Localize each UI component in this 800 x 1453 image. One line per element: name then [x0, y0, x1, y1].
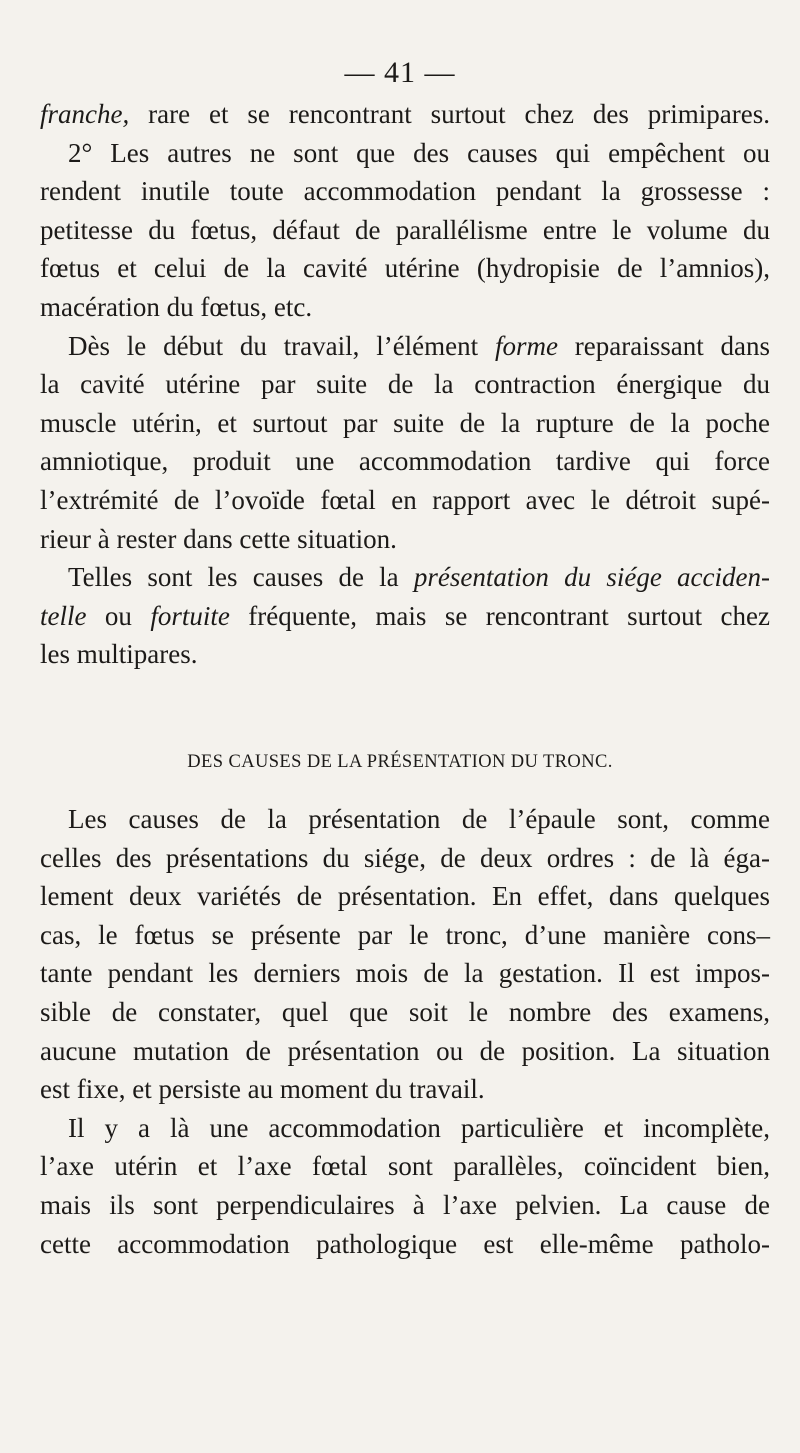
text-line: macération du fœtus, etc. [40, 291, 313, 322]
text-line: cette accommodation pathologique est elle-même patholo- [40, 1228, 770, 1259]
italic-text: franche, [40, 99, 130, 129]
italic-text: telle [40, 600, 87, 631]
text-line: franche, rare et se rencontrant surtout chez des primipares. [40, 99, 770, 129]
text-line: la cavité utérine par suite de la contraction énergique du [40, 369, 770, 400]
text-line: amniotique, produit une accommodation tardive qui force [40, 446, 770, 477]
text-line: est fixe, et persiste au moment du travail. [40, 1074, 485, 1105]
text-line: lement deux variétés de présentation. En effet, dans quelques [40, 881, 770, 912]
text-section-2 [40, 800, 770, 1263]
text-line: aucune mutation de présentation ou de position. La situation [40, 1035, 770, 1066]
text-line: rendent inutile toute accommodation pendant la grossesse : [40, 176, 770, 207]
text-line: petitesse du fœtus, défaut de parallélisme entre le volume du [40, 214, 770, 245]
text-line: 2° Les autres ne sont que des causes qui empêchent ou [68, 137, 770, 168]
text-line: telle ou fortuite fréquente, mais se rencontrant surtout chez [40, 600, 771, 631]
text-line: l’extrémité de l’ovoïde fœtal en rapport avec le détroit supé- [40, 484, 770, 515]
text-line: rieur à rester dans cette situation. [40, 523, 397, 554]
italic-text: présentation du siége acciden- [413, 562, 770, 593]
text-line: mais ils sont perpendiculaires à l’axe pelvien. La cause de [40, 1189, 770, 1220]
text-line: Dès le début du travail, l’élément forme reparaissant dans [68, 330, 770, 361]
text-line: les multipares. [40, 639, 198, 670]
section-heading: DES CAUSES DE LA PRÉSENTATION DU TRONC. [187, 752, 613, 772]
page-number-header: — 41 — [344, 56, 456, 89]
text-line: celles des présentations du siége, de deux ordres : de là éga- [40, 842, 770, 873]
italic-text: forme [494, 330, 558, 361]
text-line: Telles sont les causes de la présentation du siége acciden- [68, 562, 770, 593]
text-line: sible de constater, quel que soit le nombre des examens, [40, 996, 770, 1027]
text-line: Il y a là une accommodation particulière et incomplète, [68, 1112, 770, 1143]
text-line: fœtus et celui de la cavité utérine (hydropisie de l’amnios), [40, 253, 770, 284]
text-line: muscle utérin, et surtout par suite de la rupture de la poche [40, 407, 770, 438]
text-line: l’axe utérin et l’axe fœtal sont parallèles, coïncident bien, [40, 1151, 770, 1182]
text-line: Les causes de la présentation de l’épaule sont, comme [68, 804, 770, 834]
text-line: cas, le fœtus se présente par le tronc, d’une manière cons– [40, 919, 770, 950]
italic-text: fortuite [150, 600, 230, 631]
text-line: tante pendant les derniers mois de la gestation. Il est impos- [40, 958, 770, 989]
text-section-1 [40, 95, 770, 674]
